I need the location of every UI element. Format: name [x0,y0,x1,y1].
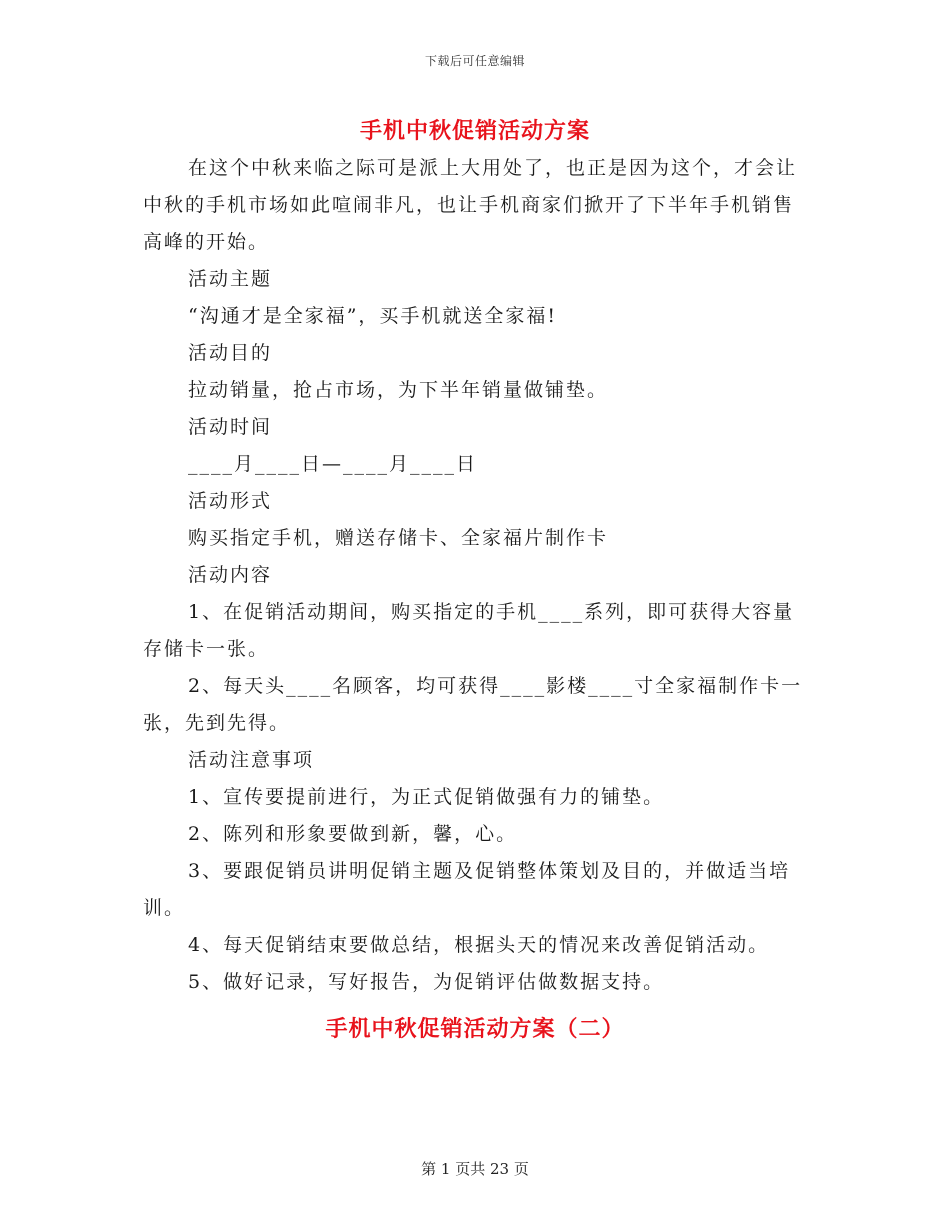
notes-item-4: 4、每天促销结束要做总结，根据头天的情况来改善促销活动。 [188,934,770,956]
section-heading-time: 活动时间 [188,416,273,438]
notes-item-3: 3、要跟促销员讲明促销主题及促销整体策划及目的，并做适当培训。 [143,860,791,919]
content-item-2: 2、每天头____名顾客，均可获得____影楼____寸全家福制作卡一张，先到先得。 [143,675,803,734]
time-text: ____月____日—____月____日 [188,453,478,475]
page-footer: 第 1 页共 23 页 [421,1160,529,1178]
notes-item-2: 2、陈列和形象要做到新，馨，心。 [188,823,518,845]
section-heading-form: 活动形式 [188,490,273,512]
section-heading-theme: 活动主题 [188,268,273,290]
document-title: 手机中秋促销活动方案 [359,118,590,144]
section-heading-content: 活动内容 [188,564,273,586]
section-heading-purpose: 活动目的 [188,342,273,364]
theme-text: “沟通才是全家福”，买手机就送全家福! [188,305,558,327]
section-heading-notes: 活动注意事项 [188,749,315,771]
header-note: 下载后可任意编辑 [424,54,525,68]
form-text: 购买指定手机，赠送存储卡、全家福片制作卡 [188,527,609,549]
notes-item-5: 5、做好记录，写好报告，为促销评估做数据支持。 [188,971,665,993]
notes-item-1: 1、宣传要提前进行，为正式促销做强有力的铺垫。 [188,786,665,808]
document-body [143,150,808,1001]
purpose-text: 拉动销量，抢占市场，为下半年销量做铺垫。 [188,379,609,401]
intro-paragraph: 在这个中秋来临之际可是派上大用处了，也正是因为这个，才会让中秋的手机市场如此喧闹非凡，也让手机商家们掀开了下半年手机销售高峰的开始。 [143,157,798,253]
document-title-2: 手机中秋促销活动方案（二） [325,1016,625,1042]
content-item-1: 1、在促销活动期间，购买指定的手机____系列，即可获得大容量存储卡一张。 [143,601,795,660]
